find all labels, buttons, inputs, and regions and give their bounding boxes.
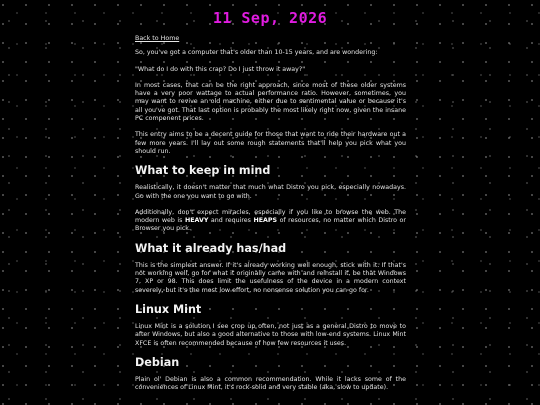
emphasis-heaps: HEAPS <box>253 217 278 225</box>
intro-paragraph: In most cases, that can be the right approach, since most of these older systems have a very poor wattage to actual performance ratio. However, sometimes, you may want to revive an old machine, either due to sentimental value or because it's all you've got. That last option is probably the most likely right now, given the insane PC component prices. <box>135 81 406 123</box>
section-heading-linux-mint: Linux Mint <box>135 302 202 316</box>
intro-paragraph: This entry aims to be a decent guide for those that want to ride their hardware out a few more years. I'll lay out some rough statements that'll help you pick what you should run. <box>135 131 406 155</box>
article-body <box>135 35 406 400</box>
section-paragraph: Linux Mint is a solution I see crop up often, not just as a general Distro to move to after Windows, but also a good alternative to those with low-end systems. Linux Mint XFCE is often recommended because of how few resources it uses. <box>135 322 406 347</box>
intro-paragraph: So, you've got a computer that's older than 10-15 years, and are wondering: <box>135 49 378 57</box>
back-to-home-link[interactable]: Back to Home <box>135 35 180 42</box>
section-paragraph: Plain ol' Debian is also a common recommendation. While it lacks some of the conveniences of Linux Mint, it's rock-solid and very stable (aka, slow to update). <box>135 375 406 392</box>
intro-quote: "What do I do with this crap? Do I just throw it away?" <box>135 65 306 73</box>
section-paragraph <box>135 209 406 234</box>
post-date: 11 Sep, 2026 <box>212 9 328 27</box>
section-paragraph: This is the simplest answer. If it's already working well enough, stick with it. If that's not working well, go for what it originally came with and reinstall it, be that Windows 7, XP or 98. This does limit the usefulness of the device in a modern context severely, but it's the most low effort, no nonsense solution you can go for. <box>135 261 406 294</box>
section-heading-what-to-keep-in-mind: What to keep in mind <box>135 164 271 178</box>
text-span: and requires <box>208 217 254 225</box>
section-heading-what-it-already-has: What it already has/had <box>135 241 287 255</box>
emphasis-heavy: HEAVY <box>184 217 209 225</box>
text-span: Additionally, don't expect miracles, especially if you like to browse the web. The modern web is <box>135 208 406 225</box>
text-span: of resources, no matter which Distro or Browser you pick. <box>135 217 406 233</box>
section-paragraph: Realistically, it doesn't matter that much what Distro you pick, especially nowadays. Go with the one you want to go with. <box>135 184 406 200</box>
section-heading-debian: Debian <box>135 355 180 369</box>
